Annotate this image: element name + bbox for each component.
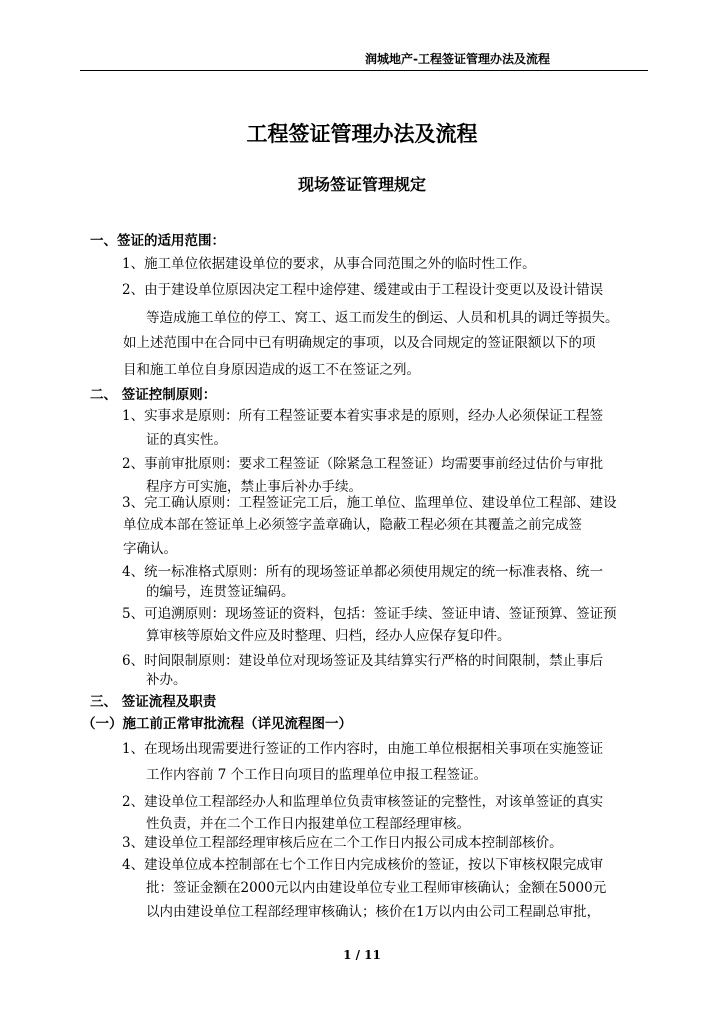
paragraph-line: 2、事前审批原则：要求工程签证（除紧急工程签证）均需要事前经过估价与审批 — [122, 456, 604, 472]
paragraph-line: 4、建设单位成本控制部在七个工作日内完成核价的签证，按以下审核权限完成审 — [122, 857, 604, 873]
paragraph-line: 等造成施工单位的停工、窝工、返工而发生的倒运、人员和机具的调迁等损失。 — [146, 310, 619, 326]
paragraph-line: 算审核等原始文件应及时整理、归档，经办人应保存复印件。 — [146, 628, 511, 644]
paragraph-line: 5、可追溯原则：现场签证的资料，包括：签证手续、签证申请、签证预算、签证预 — [122, 606, 617, 622]
header-divider — [80, 70, 648, 71]
paragraph-line: 2、由于建设单位原因决定工程中途停建、缓建或由于工程设计变更以及设计错误 — [122, 282, 604, 298]
running-header: 润城地产-工程签证管理办法及流程 — [365, 52, 550, 66]
paragraph-line: 3、完工确认原则：工程签证完工后，施工单位、监理单位、建设单位工程部、建设 — [122, 495, 617, 511]
paragraph-line: 的编号，连贯签证编码。 — [146, 584, 295, 600]
paragraph-line: 2、建设单位工程部经办人和监理单位负责审核签证的完整性，对该单签证的真实 — [122, 794, 604, 810]
paragraph-line: 6、时间限制原则：建设单位对现场签证及其结算实行严格的时间限制，禁止事后 — [122, 653, 604, 669]
paragraph-line: 单位成本部在签证单上必须签字盖章确认，隐蔽工程必须在其覆盖之前完成签 — [123, 517, 582, 533]
paragraph-line: 证的真实性。 — [146, 432, 227, 448]
section-2-heading: 二、 签证控制原则： — [90, 387, 217, 403]
document-subtitle: 现场签证管理规定 — [297, 175, 426, 194]
page-number: 1 / 11 — [343, 948, 381, 962]
paragraph-line: 工作内容前 7 个工作日向项目的监理单位申报工程签证。 — [146, 767, 488, 783]
section-3-heading: 三、 签证流程及职责 — [90, 694, 217, 710]
paragraph-line: 性负责，并在二个工作日内报建单位工程部经理审核。 — [146, 816, 470, 832]
paragraph-line: 批：签证金额在2000元以内由建设单位专业工程师审核确认；金额在5000元 — [146, 880, 607, 896]
paragraph-line: 1、在现场出现需要进行签证的工作内容时，由施工单位根据相关事项在实施签证 — [122, 741, 604, 757]
paragraph-line: 补办。 — [146, 672, 187, 688]
section-1-heading: 一、签证的适用范围： — [90, 233, 225, 249]
paragraph-line: 如上述范围中在合同中已有明确规定的事项，以及合同规定的签证限额以下的项 — [123, 335, 596, 351]
paragraph-line: 3、建设单位工程部经理审核后应在二个工作日内报公司成本控制部核价。 — [122, 835, 563, 851]
paragraph-line: 4、统一标准格式原则：所有的现场签证单都必须使用规定的统一标准表格、统一 — [122, 564, 604, 580]
paragraph-line: 程序方可实施，禁止事后补办手续。 — [146, 479, 362, 495]
subsection-heading: （一）施工前正常审批流程（详见流程图一） — [82, 716, 352, 732]
paragraph-line: 目和施工单位自身原因造成的返工不在签证之列。 — [123, 362, 420, 378]
paragraph-line: 以内由建设单位工程部经理审核确认；核价在1万以内由公司工程副总审批， — [146, 904, 601, 920]
paragraph-line: 1、实事求是原则：所有工程签证要本着实事求是的原则，经办人必须保证工程签 — [122, 408, 604, 424]
paragraph-line: 1、施工单位依据建设单位的要求，从事合同范围之外的临时性工作。 — [122, 256, 536, 272]
paragraph-line: 字确认。 — [123, 541, 177, 557]
document-title: 工程签证管理办法及流程 — [246, 122, 478, 146]
